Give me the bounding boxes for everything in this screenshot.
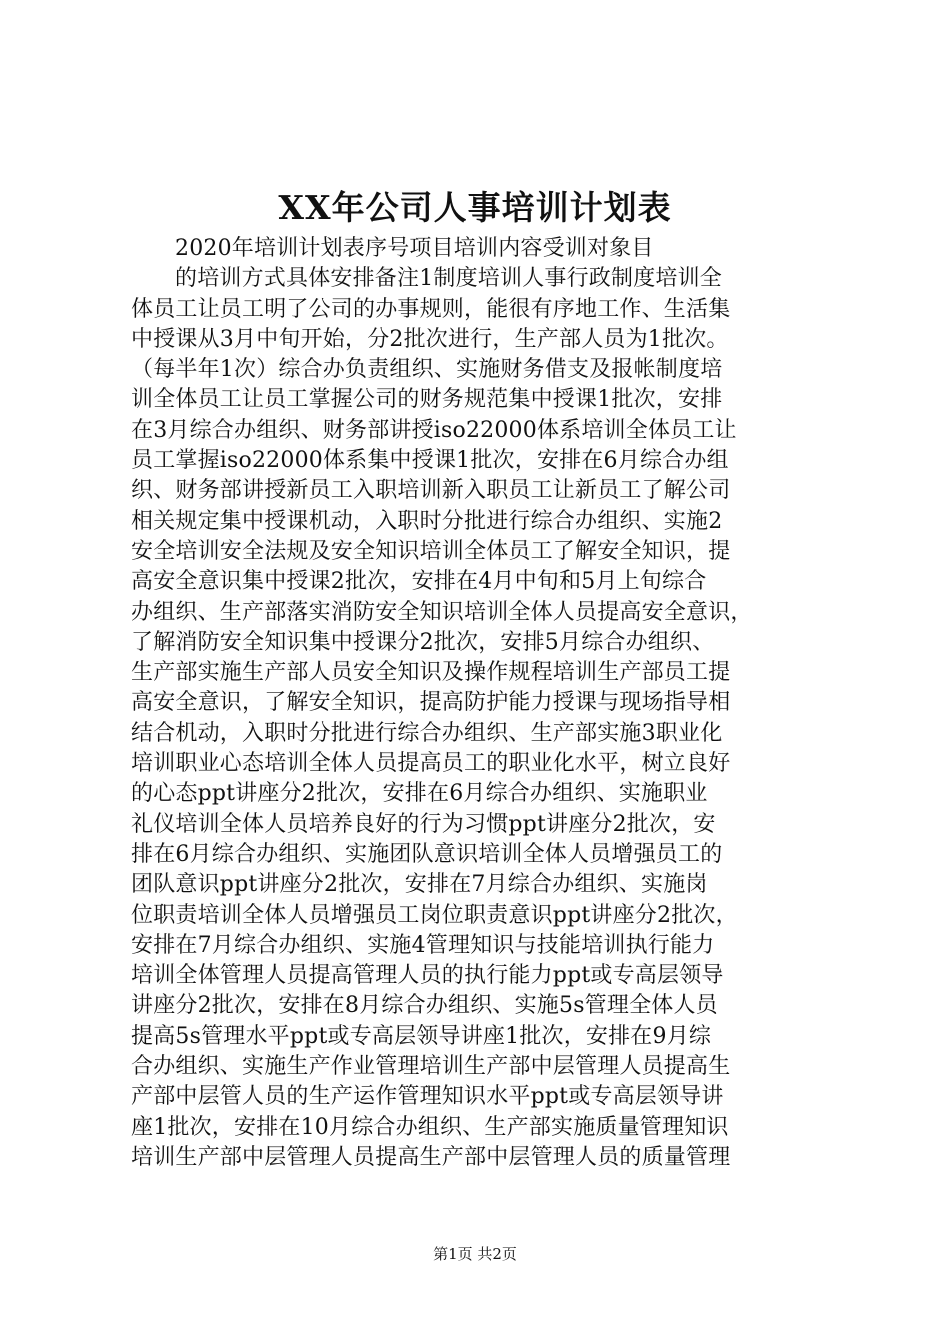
body-line: 产部中层管人员的生产运作管理知识水平ppt或专高层领导讲 xyxy=(131,1084,724,1110)
body-line: 礼仪培训全体人员培养良好的行为习惯ppt讲座分2批次，安 xyxy=(131,811,716,837)
body-line: 中授课从3月中旬开始，分2批次进行，生产部人员为1批次。 xyxy=(131,326,729,352)
body-line: 高安全意识集中授课2批次，安排在4月中旬和5月上旬综合 xyxy=(131,569,707,595)
body-line: 培训全体管理人员提高管理人员的执行能力ppt或专高层领导 xyxy=(131,963,724,989)
body-line: 培训职业心态培训全体人员提高员工的职业化水平，树立良好 xyxy=(131,751,731,777)
body-line: 的培训方式具体安排备注1制度培训人事行政制度培训全 xyxy=(175,266,722,292)
body-line: 生产部实施生产部人员安全知识及操作规程培训生产部员工提 xyxy=(131,660,731,686)
body-line: 训全体员工让员工掌握公司的财务规范集中授课1批次，安排 xyxy=(131,387,723,413)
document-title: XX年公司人事培训计划表 xyxy=(278,188,672,227)
body-line: 高安全意识，了解安全知识，提高防护能力授课与现场指导相 xyxy=(131,690,731,716)
body-line: 相关规定集中授课机动，入职时分批进行综合办组织、实施2 xyxy=(131,508,723,534)
body-line: 了解消防安全知识集中授课分2批次，安排5月综合办组织、 xyxy=(131,629,715,655)
body-line: 员工掌握iso22000体系集中授课1批次，安排在6月综合办组 xyxy=(131,448,729,474)
body-line: 在3月综合办组织、财务部讲授iso22000体系培训全体员工让 xyxy=(131,417,737,443)
body-line: 办组织、生产部落实消防安全知识培训全体人员提高安全意识， xyxy=(131,599,753,625)
body-line: 安全培训安全法规及安全知识培训全体员工了解安全知识，提 xyxy=(131,538,731,564)
page-number-footer: 第1页 共2页 xyxy=(433,1245,517,1263)
body-line: 体员工让员工明了公司的办事规则，能很有序地工作、生活集 xyxy=(131,296,731,322)
body-line: 位职责培训全体人员增强员工岗位职责意识ppt讲座分2批次， xyxy=(131,902,738,928)
body-line: （每半年1次）综合办负责组织、实施财务借支及报帐制度培 xyxy=(131,357,723,383)
document-body xyxy=(131,234,831,1173)
body-line: 排在6月综合办组织、实施团队意识培训全体人员增强员工的 xyxy=(131,841,723,867)
body-line: 提高5s管理水平ppt或专高层领导讲座1批次，安排在9月综 xyxy=(131,1023,712,1049)
body-line: 2020年培训计划表序号项目培训内容受训对象目 xyxy=(175,236,654,261)
body-line: 座1批次，安排在10月综合办组织、生产部实施质量管理知识 xyxy=(131,1114,729,1140)
body-line: 的心态ppt讲座分2批次，安排在6月综合办组织、实施职业 xyxy=(131,781,708,807)
body-line: 结合机动，入职时分批进行综合办组织、生产部实施3职业化 xyxy=(131,720,723,746)
body-line: 团队意识ppt讲座分2批次，安排在7月综合办组织、实施岗 xyxy=(131,872,708,898)
body-line: 安排在7月综合办组织、实施4管理知识与技能培训执行能力 xyxy=(131,932,715,958)
body-line: 合办组织、实施生产作业管理培训生产部中层管理人员提高生 xyxy=(131,1054,731,1080)
body-line: 培训生产部中层管理人员提高生产部中层管理人员的质量管理 xyxy=(131,1144,731,1170)
body-line: 织、财务部讲授新员工入职培训新入职员工让新员工了解公司 xyxy=(131,478,731,504)
body-line: 讲座分2批次，安排在8月综合办组织、实施5s管理全体人员 xyxy=(131,993,718,1019)
